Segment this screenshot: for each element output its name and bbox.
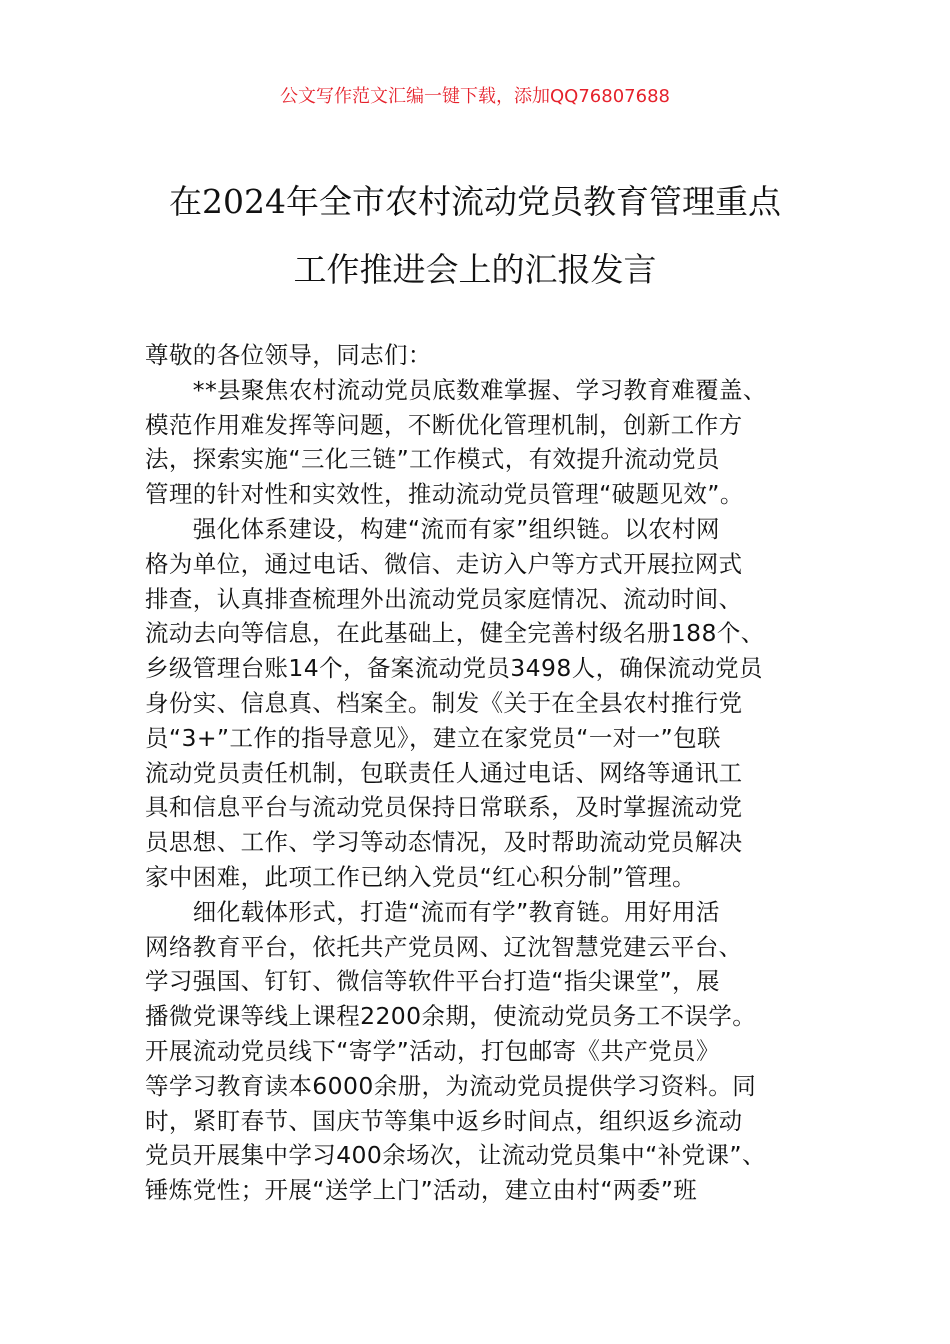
body-text-line: 流动党员责任机制，包联责任人通过电话、网络等通讯工	[145, 758, 743, 787]
body-text-line: 强化体系建设，构建“流而有家”组织链。以农村网	[145, 514, 720, 543]
body-text-line: 时，紧盯春节、国庆节等集中返乡时间点，组织返乡流动	[145, 1106, 743, 1135]
body-text-line: 排查，认真排查梳理外出流动党员家庭情况、流动时间、	[145, 584, 743, 613]
body-text-line: 党员开展集中学习400余场次，让流动党员集中“补党课”、	[145, 1141, 766, 1170]
body-text-line: 学习强国、钉钉、微信等软件平台打造“指尖课堂”，展	[145, 967, 720, 996]
body-text-line: 身份实、信息真、档案全。制发《关于在全县农村推行党	[145, 688, 743, 717]
body-text-line: 流动去向等信息，在此基础上，健全完善村级名册188个、	[145, 619, 765, 648]
body-text-line: 格为单位，通过电话、微信、走访入户等方式开展拉网式	[145, 549, 743, 578]
document-title-line-2: 工作推进会上的汇报发言	[293, 250, 657, 289]
body-text-line: 播微党课等线上课程2200余期，使流动党员务工不误学。	[145, 1002, 757, 1031]
body-text-line: 开展流动党员线下“寄学”活动，打包邮寄《共产党员》	[145, 1036, 720, 1065]
body-text-line: 具和信息平台与流动党员保持日常联系，及时掌握流动党	[145, 793, 743, 822]
body-text-line: 管理的针对性和实效性，推动流动党员管理“破题见效”。	[145, 480, 744, 509]
body-text-line: 乡级管理台账14个，备案流动党员3498人，确保流动党员	[145, 654, 763, 683]
body-text-line: 网络教育平台，依托共产党员网、辽沈智慧党建云平台、	[145, 932, 743, 961]
body-text-line: 员“3+”工作的指导意见》，建立在家党员“一对一”包联	[145, 723, 721, 752]
document-title-line-1: 在2024年全市农村流动党员教育管理重点	[169, 182, 781, 221]
body-text-line: 尊敬的各位领导，同志们：	[145, 341, 432, 369]
body-text-line: 细化载体形式，打造“流而有学”教育链。用好用活	[145, 897, 720, 926]
document-body	[145, 338, 825, 1208]
body-text-line: 员思想、工作、学习等动态情况，及时帮助流动党员解决	[145, 828, 743, 857]
body-text-line: 模范作用难发挥等问题，不断优化管理机制，创新工作方	[145, 410, 743, 439]
body-text-line: 等学习教育读本6000余册，为流动党员提供学习资料。同	[145, 1071, 757, 1100]
body-text-line: 法，探索实施“三化三链”工作模式，有效提升流动党员	[145, 445, 720, 474]
promo-header: 公文写作范文汇编一键下载，添加QQ76807688	[280, 86, 670, 107]
body-text-line: 家中困难，此项工作已纳入党员“红心积分制”管理。	[145, 862, 696, 891]
body-text-line: **县聚焦农村流动党员底数难掌握、学习教育难覆盖、	[145, 375, 767, 404]
body-text-line: 锤炼党性；开展“送学上门”活动，建立由村“两委”班	[145, 1176, 698, 1205]
